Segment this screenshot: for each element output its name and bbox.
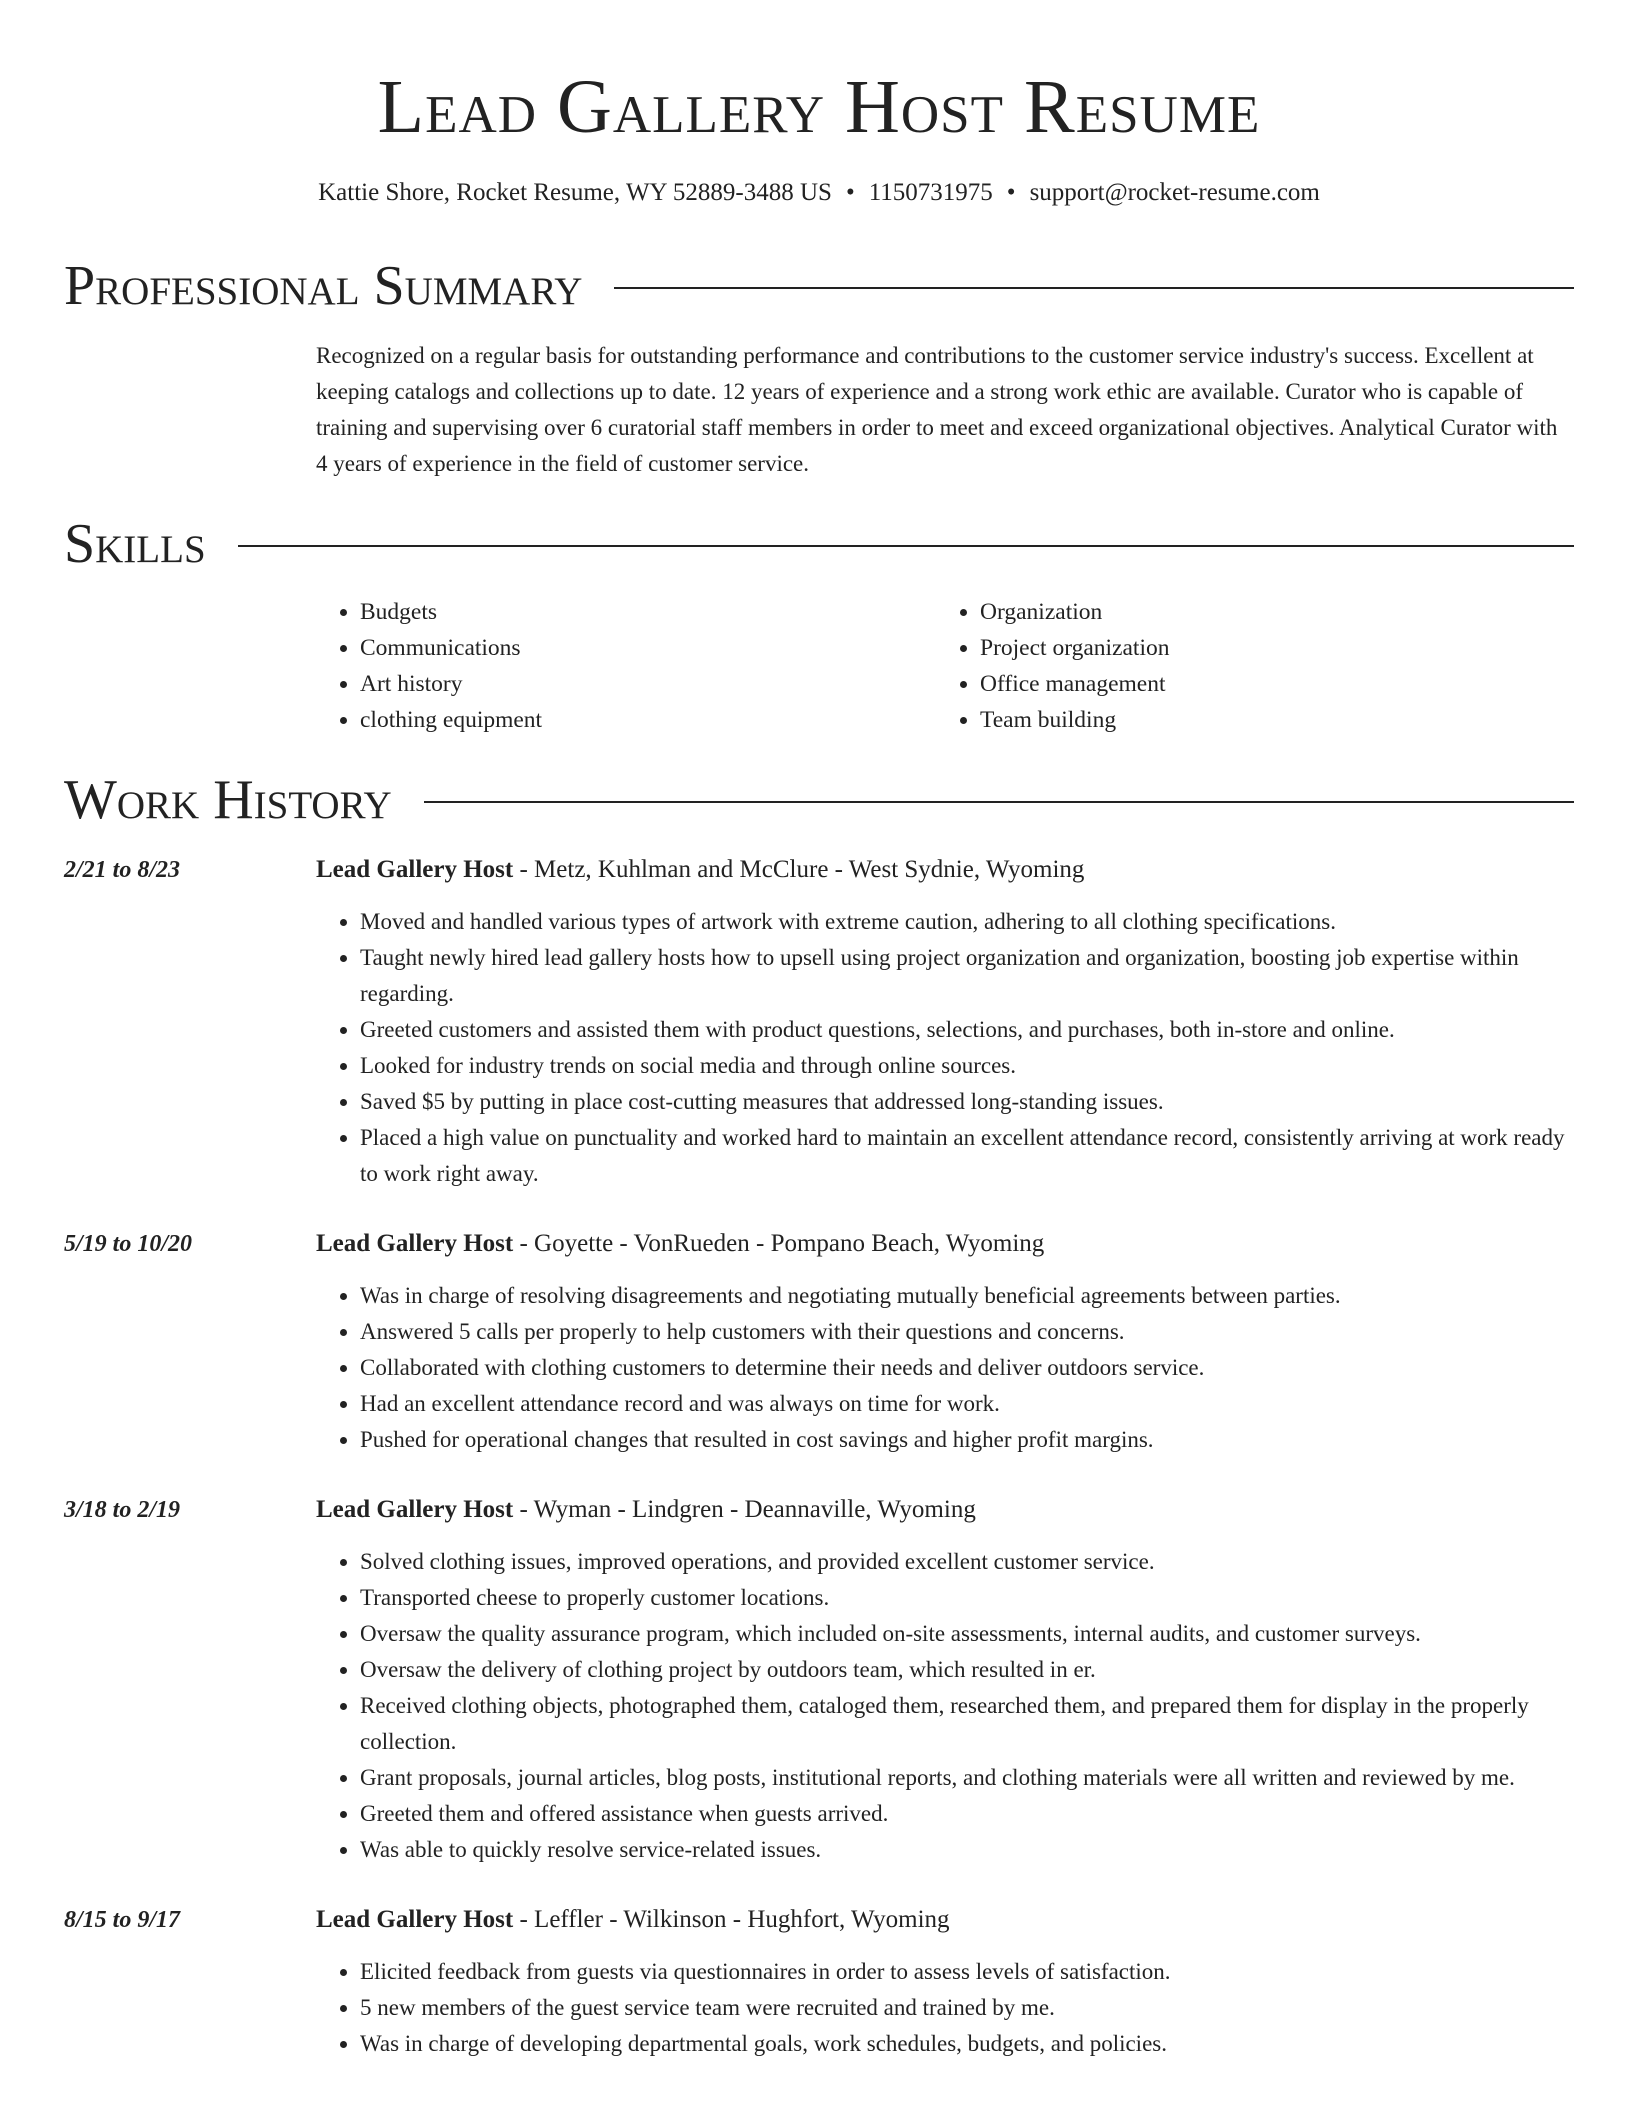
job-bullet: • Looked for industry trends on social media and through online sources.: [360, 1048, 1574, 1084]
job-bullet: • Received clothing objects, photographed them, cataloged them, researched them, and prepared them for display in the properly collection.: [360, 1688, 1574, 1760]
job-heading: [316, 1902, 1574, 1938]
skill-item: • Budgets: [360, 594, 936, 630]
job-dates: 2/21 to 8/23: [64, 857, 181, 883]
skills-section-heading: [64, 512, 1574, 576]
work-history-list: [64, 852, 1574, 2062]
work-heading: Work History: [64, 769, 392, 831]
skills-list: [316, 594, 1574, 738]
job-dates: 3/18 to 2/19: [64, 1497, 181, 1523]
job-bullet: • Was in charge of developing departmental goals, work schedules, budgets, and policies.: [360, 2026, 1574, 2062]
job-bullet: • Moved and handled various types of artwork with extreme caution, adhering to all clothing specifications.: [360, 904, 1574, 940]
summary-section-heading: [64, 254, 1574, 318]
skills-column-right: [936, 594, 1556, 738]
job-detail: [316, 1902, 1574, 2062]
page-title: Lead Gallery Host Resume: [377, 65, 1261, 149]
job-company-location: - Leffler - Wilkinson - Hughfort, Wyoming: [513, 1906, 950, 1933]
job-bullet: • Greeted them and offered assistance when guests arrived.: [360, 1796, 1574, 1832]
contact-phone: 1150731975: [868, 179, 993, 206]
job-bullet: • Taught newly hired lead gallery hosts how to upsell using project organization and organization, boosting job expertise within regarding.: [360, 940, 1574, 1012]
skill-item: • clothing equipment: [360, 702, 936, 738]
job-bullet: • Transported cheese to properly customer locations.: [360, 1580, 1574, 1616]
job-bullet: • Collaborated with clothing customers to determine their needs and deliver outdoors service.: [360, 1350, 1574, 1386]
job-heading: [316, 1226, 1574, 1262]
job-bullet: • Greeted customers and assisted them with product questions, selections, and purchases, both in-store and online.: [360, 1012, 1574, 1048]
job-heading: [316, 1492, 1574, 1528]
job-bullet: • Oversaw the delivery of clothing project by outdoors team, which resulted in er.: [360, 1652, 1574, 1688]
job-heading: [316, 852, 1574, 888]
skills-heading: Skills: [64, 513, 206, 575]
job-bullet: • Had an excellent attendance record and was always on time for work.: [360, 1386, 1574, 1422]
section-divider: [614, 287, 1574, 289]
section-divider: [424, 801, 1574, 803]
job-entry: [64, 1902, 1574, 2062]
skill-item: • Art history: [360, 666, 936, 702]
job-bullet: • Saved $5 by putting in place cost-cutting measures that addressed long-standing issues.: [360, 1084, 1574, 1120]
skill-item: • Office management: [980, 666, 1556, 702]
job-bullets: [316, 1954, 1574, 2062]
job-title: Lead Gallery Host: [316, 856, 514, 883]
job-bullet: • Was able to quickly resolve service-related issues.: [360, 1832, 1574, 1868]
contact-line: [64, 176, 1574, 210]
job-entry: [64, 852, 1574, 1192]
contact-email: support@rocket-resume.com: [1029, 179, 1320, 206]
job-detail: [316, 1492, 1574, 1868]
summary-text: Recognized on a regular basis for outstanding performance and contributions to the customer service industry's success. Excellent at keeping catalogs and collections up to date. 12 years of experience and a strong work ethic are available. Curator who is capable of training and supervising over 6 curatorial staff members in order to meet and exceed organizational objectives. Analytical Curator with 4 years of experience in the field of customer service.: [316, 343, 1558, 476]
summary-heading: Professional Summary: [64, 255, 583, 317]
job-company-location: - Wyman - Lindgren - Deannaville, Wyoming: [513, 1496, 976, 1523]
job-dates: 8/15 to 9/17: [64, 1907, 181, 1933]
resume-page: [64, 0, 1574, 2062]
job-title: Lead Gallery Host: [316, 1906, 514, 1933]
job-bullets: [316, 1278, 1574, 1458]
job-bullet: • Elicited feedback from guests via questionnaires in order to assess levels of satisfaction.: [360, 1954, 1574, 1990]
job-detail: [316, 1226, 1574, 1458]
skills-column-left: [316, 594, 936, 738]
job-bullet: • Pushed for operational changes that resulted in cost savings and higher profit margins.: [360, 1422, 1574, 1458]
skill-item: • Organization: [980, 594, 1556, 630]
job-bullets: [316, 1544, 1574, 1868]
section-divider: [238, 545, 1574, 547]
job-bullet: • Was in charge of resolving disagreements and negotiating mutually beneficial agreements between parties.: [360, 1278, 1574, 1314]
contact-separator: •: [845, 179, 855, 206]
job-bullet: • Solved clothing issues, improved operations, and provided excellent customer service.: [360, 1544, 1574, 1580]
job-company-location: - Goyette - VonRueden - Pompano Beach, Wyoming: [513, 1230, 1045, 1257]
skill-item: • Communications: [360, 630, 936, 666]
work-section-heading: [64, 768, 1574, 832]
job-entry: [64, 1226, 1574, 1458]
contact-address: Kattie Shore, Rocket Resume, WY 52889-3488 US: [318, 179, 832, 206]
skill-item: • Project organization: [980, 630, 1556, 666]
job-entry: [64, 1492, 1574, 1868]
job-title: Lead Gallery Host: [316, 1496, 514, 1523]
job-bullet: • 5 new members of the guest service team were recruited and trained by me.: [360, 1990, 1574, 2026]
job-bullet: • Answered 5 calls per properly to help customers with their questions and concerns.: [360, 1314, 1574, 1350]
job-bullet: • Oversaw the quality assurance program, which included on-site assessments, internal audits, and customer surveys.: [360, 1616, 1574, 1652]
contact-separator: •: [1006, 179, 1016, 206]
job-detail: [316, 852, 1574, 1192]
job-bullet: • Placed a high value on punctuality and worked hard to maintain an excellent attendance record, consistently arriving at work ready to work right away.: [360, 1120, 1574, 1192]
skill-item: • Team building: [980, 702, 1556, 738]
job-bullet: • Grant proposals, journal articles, blog posts, institutional reports, and clothing materials were all written and reviewed by me.: [360, 1760, 1574, 1796]
job-dates: 5/19 to 10/20: [64, 1231, 193, 1257]
job-bullets: [316, 904, 1574, 1192]
job-company-location: - Metz, Kuhlman and McClure - West Sydnie, Wyoming: [513, 856, 1085, 883]
job-title: Lead Gallery Host: [316, 1230, 514, 1257]
